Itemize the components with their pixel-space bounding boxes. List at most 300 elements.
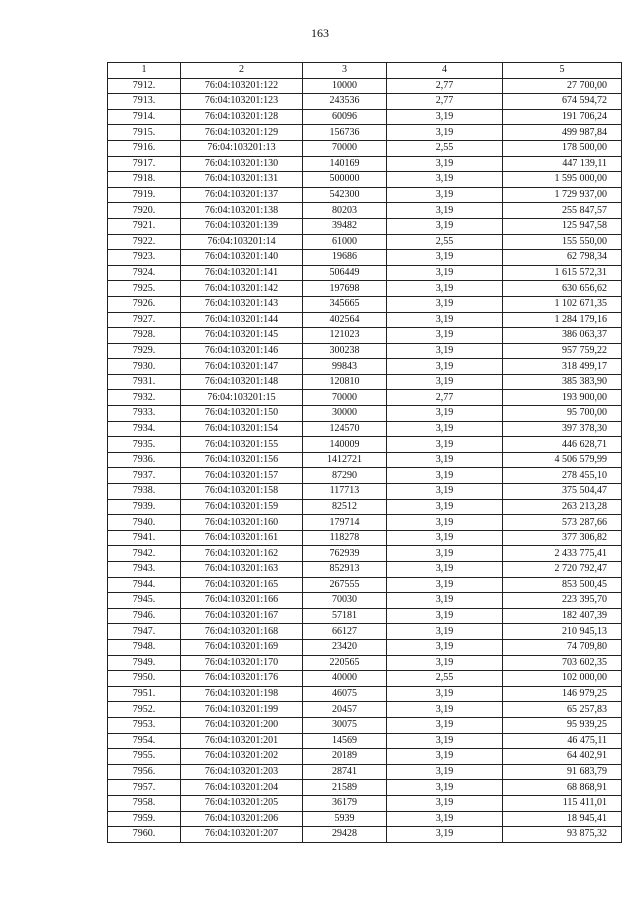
amount-value: 178 500,00 <box>503 140 622 156</box>
area-value: 121023 <box>303 328 387 344</box>
table-row <box>108 827 622 843</box>
cadastral-number: 76:04:103201:170 <box>181 655 303 671</box>
rate-value: 3,19 <box>387 717 503 733</box>
cadastral-number: 76:04:103201:169 <box>181 639 303 655</box>
rate-value: 3,19 <box>387 624 503 640</box>
rate-value: 3,19 <box>387 125 503 141</box>
amount-value: 397 378,30 <box>503 421 622 437</box>
rate-value: 3,19 <box>387 577 503 593</box>
area-value: 19686 <box>303 250 387 266</box>
row-number: 7915. <box>108 125 181 141</box>
amount-value: 193 900,00 <box>503 390 622 406</box>
rate-value: 3,19 <box>387 608 503 624</box>
amount-value: 191 706,24 <box>503 109 622 125</box>
area-value: 60096 <box>303 109 387 125</box>
rate-value: 3,19 <box>387 265 503 281</box>
table-row <box>108 764 622 780</box>
amount-value: 64 402,91 <box>503 749 622 765</box>
area-value: 10000 <box>303 78 387 94</box>
rate-value: 3,19 <box>387 530 503 546</box>
amount-value: 386 063,37 <box>503 328 622 344</box>
row-number: 7956. <box>108 764 181 780</box>
rate-value: 3,19 <box>387 811 503 827</box>
cadastral-number: 76:04:103201:204 <box>181 780 303 796</box>
area-value: 542300 <box>303 187 387 203</box>
rate-value: 3,19 <box>387 562 503 578</box>
table-row <box>108 390 622 406</box>
row-number: 7938. <box>108 484 181 500</box>
area-value: 70000 <box>303 140 387 156</box>
table-row <box>108 733 622 749</box>
area-value: 243536 <box>303 94 387 110</box>
area-value: 99843 <box>303 359 387 375</box>
row-number: 7933. <box>108 406 181 422</box>
cadastral-number: 76:04:103201:138 <box>181 203 303 219</box>
area-value: 124570 <box>303 421 387 437</box>
area-value: 345665 <box>303 296 387 312</box>
area-value: 402564 <box>303 312 387 328</box>
table-row <box>108 639 622 655</box>
cadastral-number: 76:04:103201:150 <box>181 406 303 422</box>
table-row <box>108 250 622 266</box>
table-row <box>108 234 622 250</box>
cadastral-number: 76:04:103201:128 <box>181 109 303 125</box>
rate-value: 3,19 <box>387 468 503 484</box>
rate-value: 3,19 <box>387 593 503 609</box>
cadastral-number: 76:04:103201:200 <box>181 717 303 733</box>
row-number: 7929. <box>108 343 181 359</box>
column-header-4: 4 <box>387 63 503 79</box>
cadastral-number: 76:04:103201:15 <box>181 390 303 406</box>
rate-value: 3,19 <box>387 406 503 422</box>
row-number: 7921. <box>108 218 181 234</box>
amount-value: 27 700,00 <box>503 78 622 94</box>
rate-value: 3,19 <box>387 296 503 312</box>
row-number: 7951. <box>108 686 181 702</box>
cadastral-number: 76:04:103201:139 <box>181 218 303 234</box>
cadastral-number: 76:04:103201:199 <box>181 702 303 718</box>
rate-value: 3,19 <box>387 795 503 811</box>
cadastral-number: 76:04:103201:141 <box>181 265 303 281</box>
table-row <box>108 109 622 125</box>
cadastral-number: 76:04:103201:142 <box>181 281 303 297</box>
area-value: 156736 <box>303 125 387 141</box>
row-number: 7917. <box>108 156 181 172</box>
rate-value: 3,19 <box>387 312 503 328</box>
row-number: 7914. <box>108 109 181 125</box>
cadastral-number: 76:04:103201:146 <box>181 343 303 359</box>
area-value: 120810 <box>303 374 387 390</box>
amount-value: 102 000,00 <box>503 671 622 687</box>
row-number: 7926. <box>108 296 181 312</box>
table-row <box>108 281 622 297</box>
area-value: 14569 <box>303 733 387 749</box>
row-number: 7959. <box>108 811 181 827</box>
table-row <box>108 593 622 609</box>
header-row <box>108 63 622 79</box>
amount-value: 499 987,84 <box>503 125 622 141</box>
amount-value: 385 383,90 <box>503 374 622 390</box>
row-number: 7922. <box>108 234 181 250</box>
cadastral-number: 76:04:103201:206 <box>181 811 303 827</box>
row-number: 7937. <box>108 468 181 484</box>
rate-value: 3,19 <box>387 187 503 203</box>
cadastral-number: 76:04:103201:160 <box>181 515 303 531</box>
area-value: 40000 <box>303 671 387 687</box>
row-number: 7955. <box>108 749 181 765</box>
rate-value: 2,77 <box>387 94 503 110</box>
rate-value: 3,19 <box>387 328 503 344</box>
area-value: 762939 <box>303 546 387 562</box>
amount-value: 1 102 671,35 <box>503 296 622 312</box>
area-value: 300238 <box>303 343 387 359</box>
row-number: 7931. <box>108 374 181 390</box>
row-number: 7934. <box>108 421 181 437</box>
rate-value: 3,19 <box>387 686 503 702</box>
rate-value: 3,19 <box>387 655 503 671</box>
area-value: 70030 <box>303 593 387 609</box>
row-number: 7924. <box>108 265 181 281</box>
rate-value: 3,19 <box>387 780 503 796</box>
row-number: 7925. <box>108 281 181 297</box>
amount-value: 1 615 572,31 <box>503 265 622 281</box>
rate-value: 3,19 <box>387 437 503 453</box>
amount-value: 115 411,01 <box>503 795 622 811</box>
table-row <box>108 515 622 531</box>
table-row <box>108 499 622 515</box>
area-value: 500000 <box>303 172 387 188</box>
amount-value: 377 306,82 <box>503 530 622 546</box>
row-number: 7930. <box>108 359 181 375</box>
table-row <box>108 374 622 390</box>
rate-value: 3,19 <box>387 452 503 468</box>
cadastral-number: 76:04:103201:203 <box>181 764 303 780</box>
area-value: 21589 <box>303 780 387 796</box>
area-value: 30075 <box>303 717 387 733</box>
row-number: 7920. <box>108 203 181 219</box>
amount-value: 446 628,71 <box>503 437 622 453</box>
row-number: 7913. <box>108 94 181 110</box>
amount-value: 630 656,62 <box>503 281 622 297</box>
area-value: 20457 <box>303 702 387 718</box>
cadastral-number: 76:04:103201:145 <box>181 328 303 344</box>
amount-value: 223 395,70 <box>503 593 622 609</box>
amount-value: 210 945,13 <box>503 624 622 640</box>
cadastral-number: 76:04:103201:122 <box>181 78 303 94</box>
table-row <box>108 265 622 281</box>
row-number: 7957. <box>108 780 181 796</box>
row-number: 7947. <box>108 624 181 640</box>
table-row <box>108 577 622 593</box>
rate-value: 3,19 <box>387 343 503 359</box>
row-number: 7948. <box>108 639 181 655</box>
rate-value: 3,19 <box>387 172 503 188</box>
row-number: 7928. <box>108 328 181 344</box>
amount-value: 703 602,35 <box>503 655 622 671</box>
table-row <box>108 749 622 765</box>
rate-value: 3,19 <box>387 203 503 219</box>
table-row <box>108 546 622 562</box>
amount-value: 95 700,00 <box>503 406 622 422</box>
cadastral-number: 76:04:103201:161 <box>181 530 303 546</box>
amount-value: 155 550,00 <box>503 234 622 250</box>
cadastral-number: 76:04:103201:143 <box>181 296 303 312</box>
row-number: 7919. <box>108 187 181 203</box>
row-number: 7954. <box>108 733 181 749</box>
row-number: 7916. <box>108 140 181 156</box>
table-row <box>108 125 622 141</box>
area-value: 267555 <box>303 577 387 593</box>
amount-value: 62 798,34 <box>503 250 622 266</box>
cadastral-number: 76:04:103201:198 <box>181 686 303 702</box>
table-row <box>108 328 622 344</box>
amount-value: 146 979,25 <box>503 686 622 702</box>
table-row <box>108 187 622 203</box>
row-number: 7939. <box>108 499 181 515</box>
table-row <box>108 608 622 624</box>
cadastral-number: 76:04:103201:140 <box>181 250 303 266</box>
area-value: 852913 <box>303 562 387 578</box>
area-value: 23420 <box>303 639 387 655</box>
area-value: 57181 <box>303 608 387 624</box>
table-row <box>108 421 622 437</box>
row-number: 7946. <box>108 608 181 624</box>
table-row <box>108 172 622 188</box>
cadastral-number: 76:04:103201:156 <box>181 452 303 468</box>
area-value: 118278 <box>303 530 387 546</box>
rate-value: 3,19 <box>387 749 503 765</box>
area-value: 82512 <box>303 499 387 515</box>
row-number: 7944. <box>108 577 181 593</box>
row-number: 7950. <box>108 671 181 687</box>
table-row <box>108 795 622 811</box>
area-value: 30000 <box>303 406 387 422</box>
cadastral-number: 76:04:103201:144 <box>181 312 303 328</box>
rate-value: 3,19 <box>387 156 503 172</box>
rate-value: 3,19 <box>387 218 503 234</box>
rate-value: 3,19 <box>387 639 503 655</box>
table-row <box>108 94 622 110</box>
area-value: 29428 <box>303 827 387 843</box>
area-value: 36179 <box>303 795 387 811</box>
row-number: 7953. <box>108 717 181 733</box>
row-number: 7943. <box>108 562 181 578</box>
row-number: 7952. <box>108 702 181 718</box>
cadastral-number: 76:04:103201:165 <box>181 577 303 593</box>
rate-value: 3,19 <box>387 109 503 125</box>
amount-value: 93 875,32 <box>503 827 622 843</box>
cadastral-number: 76:04:103201:130 <box>181 156 303 172</box>
cadastral-number: 76:04:103201:167 <box>181 608 303 624</box>
cadastral-number: 76:04:103201:129 <box>181 125 303 141</box>
amount-value: 674 594,72 <box>503 94 622 110</box>
amount-value: 46 475,11 <box>503 733 622 749</box>
rate-value: 3,19 <box>387 764 503 780</box>
row-number: 7940. <box>108 515 181 531</box>
cadastral-number: 76:04:103201:123 <box>181 94 303 110</box>
row-number: 7960. <box>108 827 181 843</box>
amount-value: 1 595 000,00 <box>503 172 622 188</box>
amount-value: 68 868,91 <box>503 780 622 796</box>
area-value: 80203 <box>303 203 387 219</box>
rate-value: 3,19 <box>387 515 503 531</box>
cadastral-number: 76:04:103201:137 <box>181 187 303 203</box>
cadastral-number: 76:04:103201:168 <box>181 624 303 640</box>
row-number: 7918. <box>108 172 181 188</box>
table-row <box>108 624 622 640</box>
column-header-5: 5 <box>503 63 622 79</box>
rate-value: 2,55 <box>387 140 503 156</box>
rate-value: 3,19 <box>387 546 503 562</box>
area-value: 140169 <box>303 156 387 172</box>
table-row <box>108 140 622 156</box>
rate-value: 3,19 <box>387 374 503 390</box>
area-value: 197698 <box>303 281 387 297</box>
area-value: 220565 <box>303 655 387 671</box>
row-number: 7932. <box>108 390 181 406</box>
table-row <box>108 686 622 702</box>
table-row <box>108 156 622 172</box>
cadastral-number: 76:04:103201:163 <box>181 562 303 578</box>
amount-value: 18 945,41 <box>503 811 622 827</box>
amount-value: 853 500,45 <box>503 577 622 593</box>
rate-value: 3,19 <box>387 733 503 749</box>
table-row <box>108 702 622 718</box>
row-number: 7927. <box>108 312 181 328</box>
area-value: 87290 <box>303 468 387 484</box>
amount-value: 2 433 775,41 <box>503 546 622 562</box>
cadastral-number: 76:04:103201:14 <box>181 234 303 250</box>
amount-value: 74 709,80 <box>503 639 622 655</box>
amount-value: 1 729 937,00 <box>503 187 622 203</box>
amount-value: 95 939,25 <box>503 717 622 733</box>
rate-value: 2,77 <box>387 78 503 94</box>
amount-value: 182 407,39 <box>503 608 622 624</box>
area-value: 66127 <box>303 624 387 640</box>
row-number: 7958. <box>108 795 181 811</box>
table-row <box>108 530 622 546</box>
table-row <box>108 437 622 453</box>
cadastral-number: 76:04:103201:166 <box>181 593 303 609</box>
table-row <box>108 359 622 375</box>
cadastral-number: 76:04:103201:159 <box>181 499 303 515</box>
cadastral-number: 76:04:103201:154 <box>181 421 303 437</box>
column-header-1: 1 <box>108 63 181 79</box>
table-row <box>108 218 622 234</box>
table-row <box>108 671 622 687</box>
table-row <box>108 468 622 484</box>
rate-value: 3,19 <box>387 250 503 266</box>
row-number: 7941. <box>108 530 181 546</box>
table-row <box>108 452 622 468</box>
cadastral-number: 76:04:103201:157 <box>181 468 303 484</box>
table-row <box>108 343 622 359</box>
area-value: 61000 <box>303 234 387 250</box>
amount-value: 957 759,22 <box>503 343 622 359</box>
table-row <box>108 203 622 219</box>
data-table <box>107 62 622 843</box>
rate-value: 3,19 <box>387 421 503 437</box>
rate-value: 3,19 <box>387 484 503 500</box>
table-row <box>108 312 622 328</box>
area-value: 1412721 <box>303 452 387 468</box>
amount-value: 447 139,11 <box>503 156 622 172</box>
table-row <box>108 562 622 578</box>
area-value: 28741 <box>303 764 387 780</box>
row-number: 7942. <box>108 546 181 562</box>
cadastral-number: 76:04:103201:176 <box>181 671 303 687</box>
rate-value: 3,19 <box>387 827 503 843</box>
table-row <box>108 484 622 500</box>
cadastral-number: 76:04:103201:158 <box>181 484 303 500</box>
area-value: 39482 <box>303 218 387 234</box>
cadastral-number: 76:04:103201:131 <box>181 172 303 188</box>
table-row <box>108 780 622 796</box>
rate-value: 3,19 <box>387 359 503 375</box>
cadastral-number: 76:04:103201:147 <box>181 359 303 375</box>
cadastral-number: 76:04:103201:201 <box>181 733 303 749</box>
table-row <box>108 406 622 422</box>
amount-value: 1 284 179,16 <box>503 312 622 328</box>
area-value: 506449 <box>303 265 387 281</box>
row-number: 7936. <box>108 452 181 468</box>
amount-value: 2 720 792,47 <box>503 562 622 578</box>
area-value: 70000 <box>303 390 387 406</box>
amount-value: 573 287,66 <box>503 515 622 531</box>
area-value: 5939 <box>303 811 387 827</box>
amount-value: 65 257,83 <box>503 702 622 718</box>
row-number: 7912. <box>108 78 181 94</box>
rate-value: 2,77 <box>387 390 503 406</box>
amount-value: 263 213,28 <box>503 499 622 515</box>
area-value: 117713 <box>303 484 387 500</box>
column-header-2: 2 <box>181 63 303 79</box>
cadastral-number: 76:04:103201:155 <box>181 437 303 453</box>
cadastral-number: 76:04:103201:205 <box>181 795 303 811</box>
row-number: 7923. <box>108 250 181 266</box>
amount-value: 375 504,47 <box>503 484 622 500</box>
amount-value: 255 847,57 <box>503 203 622 219</box>
rate-value: 3,19 <box>387 281 503 297</box>
rate-value: 2,55 <box>387 671 503 687</box>
area-value: 20189 <box>303 749 387 765</box>
cadastral-number: 76:04:103201:148 <box>181 374 303 390</box>
row-number: 7945. <box>108 593 181 609</box>
table-row <box>108 717 622 733</box>
table-row <box>108 655 622 671</box>
table-row <box>108 78 622 94</box>
amount-value: 125 947,58 <box>503 218 622 234</box>
table-row <box>108 296 622 312</box>
rate-value: 3,19 <box>387 702 503 718</box>
cadastral-number: 76:04:103201:162 <box>181 546 303 562</box>
cadastral-number: 76:04:103201:207 <box>181 827 303 843</box>
amount-value: 91 683,79 <box>503 764 622 780</box>
amount-value: 4 506 579,99 <box>503 452 622 468</box>
row-number: 7935. <box>108 437 181 453</box>
area-value: 46075 <box>303 686 387 702</box>
area-value: 140009 <box>303 437 387 453</box>
amount-value: 278 455,10 <box>503 468 622 484</box>
page-number: 163 <box>311 26 329 40</box>
amount-value: 318 499,17 <box>503 359 622 375</box>
rate-value: 2,55 <box>387 234 503 250</box>
row-number: 7949. <box>108 655 181 671</box>
table-row <box>108 811 622 827</box>
column-header-3: 3 <box>303 63 387 79</box>
cadastral-number: 76:04:103201:202 <box>181 749 303 765</box>
area-value: 179714 <box>303 515 387 531</box>
